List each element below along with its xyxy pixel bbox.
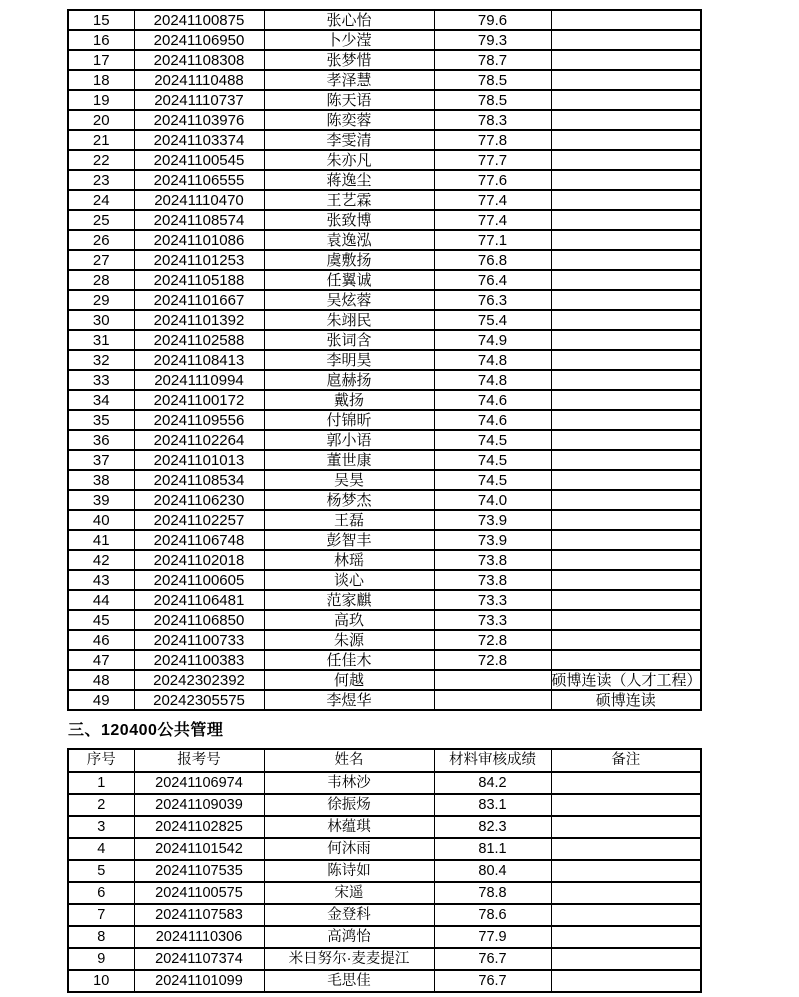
cell-no: 21 [68, 130, 134, 150]
table-row [68, 590, 701, 610]
cell-no: 22 [68, 150, 134, 170]
cell-name: 米日努尔·麦麦提江 [264, 948, 434, 970]
cell-id: 20241110994 [134, 370, 264, 390]
cell-id: 20241110306 [134, 926, 264, 948]
cell-id: 20241107374 [134, 948, 264, 970]
table-row [68, 904, 701, 926]
cell-no: 10 [68, 970, 134, 992]
cell-no: 20 [68, 110, 134, 130]
cell-no: 15 [68, 10, 134, 30]
cell-id: 20241106481 [134, 590, 264, 610]
cell-name: 董世康 [264, 450, 434, 470]
table-row [68, 150, 701, 170]
cell-score: 74.5 [434, 450, 551, 470]
cell-id: 20241106950 [134, 30, 264, 50]
cell-name: 彭智丰 [264, 530, 434, 550]
cell-no: 47 [68, 650, 134, 670]
cell-id: 20241102264 [134, 430, 264, 450]
cell-note [551, 610, 701, 630]
table-row [68, 490, 701, 510]
cell-name: 陈诗如 [264, 860, 434, 882]
cell-score: 73.3 [434, 610, 551, 630]
cell-name: 付锦昕 [264, 410, 434, 430]
cell-name: 林瑶 [264, 550, 434, 570]
cell-no: 31 [68, 330, 134, 350]
cell-id: 20241101086 [134, 230, 264, 250]
cell-no: 39 [68, 490, 134, 510]
cell-id: 20241100733 [134, 630, 264, 650]
cell-name: 韦林沙 [264, 772, 434, 794]
cell-score: 73.9 [434, 530, 551, 550]
cell-name: 李雯清 [264, 130, 434, 150]
cell-no: 16 [68, 30, 134, 50]
cell-id: 20241110737 [134, 90, 264, 110]
cell-no: 17 [68, 50, 134, 70]
cell-note [551, 590, 701, 610]
cell-id: 20241108534 [134, 470, 264, 490]
cell-name: 任翼诚 [264, 270, 434, 290]
cell-score: 72.8 [434, 630, 551, 650]
cell-id: 20241107535 [134, 860, 264, 882]
cell-score: 76.7 [434, 948, 551, 970]
cell-id: 20241110488 [134, 70, 264, 90]
cell-name: 陈奕蓉 [264, 110, 434, 130]
score-table-continued-body [68, 10, 701, 710]
cell-no: 49 [68, 690, 134, 710]
cell-score: 74.5 [434, 470, 551, 490]
cell-no: 36 [68, 430, 134, 450]
table-row [68, 450, 701, 470]
cell-note [551, 30, 701, 50]
cell-no: 9 [68, 948, 134, 970]
cell-score: 74.9 [434, 330, 551, 350]
cell-no: 42 [68, 550, 134, 570]
cell-score: 73.8 [434, 550, 551, 570]
cell-name: 朱翊民 [264, 310, 434, 330]
table-header-row [68, 749, 701, 772]
cell-name: 范家麒 [264, 590, 434, 610]
cell-note [551, 490, 701, 510]
table-row [68, 70, 701, 90]
cell-name: 王艺霖 [264, 190, 434, 210]
cell-name: 谈心 [264, 570, 434, 590]
cell-id: 20241107583 [134, 904, 264, 926]
cell-name: 戴扬 [264, 390, 434, 410]
cell-note [551, 50, 701, 70]
cell-id: 20241102257 [134, 510, 264, 530]
cell-no: 19 [68, 90, 134, 110]
cell-name: 李煜华 [264, 690, 434, 710]
table-row [68, 310, 701, 330]
cell-score: 84.2 [434, 772, 551, 794]
cell-no: 28 [68, 270, 134, 290]
table-row [68, 510, 701, 530]
table-row [68, 190, 701, 210]
cell-score: 75.4 [434, 310, 551, 330]
cell-no: 23 [68, 170, 134, 190]
cell-note [551, 570, 701, 590]
cell-id: 20241106748 [134, 530, 264, 550]
cell-note [551, 450, 701, 470]
cell-no: 29 [68, 290, 134, 310]
cell-note [551, 330, 701, 350]
cell-id: 20242302392 [134, 670, 264, 690]
cell-no: 2 [68, 794, 134, 816]
cell-score: 73.3 [434, 590, 551, 610]
cell-score: 76.7 [434, 970, 551, 992]
cell-note [551, 130, 701, 150]
cell-note [551, 250, 701, 270]
cell-no: 8 [68, 926, 134, 948]
cell-name: 朱源 [264, 630, 434, 650]
table-row [68, 816, 701, 838]
cell-name: 徐振炀 [264, 794, 434, 816]
cell-score: 76.3 [434, 290, 551, 310]
cell-note [551, 150, 701, 170]
cell-id: 20241106230 [134, 490, 264, 510]
table-row [68, 838, 701, 860]
cell-id: 20241100575 [134, 882, 264, 904]
cell-id: 20241109556 [134, 410, 264, 430]
cell-id: 20241100383 [134, 650, 264, 670]
table-row [68, 630, 701, 650]
table-row [68, 30, 701, 50]
cell-score: 78.5 [434, 90, 551, 110]
cell-name: 孝泽慧 [264, 70, 434, 90]
cell-score: 74.6 [434, 390, 551, 410]
cell-id: 20241110470 [134, 190, 264, 210]
cell-no: 25 [68, 210, 134, 230]
cell-no: 46 [68, 630, 134, 650]
cell-name: 张致博 [264, 210, 434, 230]
cell-note [551, 370, 701, 390]
cell-no: 1 [68, 772, 134, 794]
cell-note [551, 70, 701, 90]
cell-name: 高鸿怡 [264, 926, 434, 948]
cell-no: 48 [68, 670, 134, 690]
cell-id: 20241106974 [134, 772, 264, 794]
cell-score: 74.0 [434, 490, 551, 510]
cell-note [551, 190, 701, 210]
cell-score: 83.1 [434, 794, 551, 816]
table-row [68, 470, 701, 490]
table-row [68, 670, 701, 690]
cell-note [551, 794, 701, 816]
cell-no: 32 [68, 350, 134, 370]
cell-score [434, 670, 551, 690]
cell-score: 81.1 [434, 838, 551, 860]
cell-note: 硕博连读 [551, 690, 701, 710]
cell-no: 40 [68, 510, 134, 530]
table-row [68, 570, 701, 590]
cell-score: 76.8 [434, 250, 551, 270]
cell-name: 王磊 [264, 510, 434, 530]
cell-note [551, 838, 701, 860]
table-row [68, 794, 701, 816]
cell-name: 杨梦杰 [264, 490, 434, 510]
cell-id: 20241106555 [134, 170, 264, 190]
cell-no: 44 [68, 590, 134, 610]
cell-id: 20241100172 [134, 390, 264, 410]
cell-note [551, 904, 701, 926]
cell-no: 30 [68, 310, 134, 330]
table-row [68, 90, 701, 110]
table-row [68, 130, 701, 150]
cell-note [551, 630, 701, 650]
column-header-material-review-score: 材料审核成绩 [434, 749, 551, 772]
cell-name: 郭小语 [264, 430, 434, 450]
table-row [68, 410, 701, 430]
cell-name: 虞敷扬 [264, 250, 434, 270]
cell-note [551, 550, 701, 570]
cell-no: 41 [68, 530, 134, 550]
cell-id: 20241102588 [134, 330, 264, 350]
cell-name: 吴昊 [264, 470, 434, 490]
table-row [68, 772, 701, 794]
cell-name: 扈赫扬 [264, 370, 434, 390]
cell-name: 金登科 [264, 904, 434, 926]
cell-score: 79.6 [434, 10, 551, 30]
cell-score: 73.9 [434, 510, 551, 530]
cell-name: 张梦惜 [264, 50, 434, 70]
cell-no: 18 [68, 70, 134, 90]
cell-note [551, 410, 701, 430]
table-row [68, 10, 701, 30]
cell-name: 林蕴琪 [264, 816, 434, 838]
cell-score: 76.4 [434, 270, 551, 290]
table-row [68, 230, 701, 250]
cell-score: 82.3 [434, 816, 551, 838]
cell-score: 74.8 [434, 370, 551, 390]
cell-name: 何越 [264, 670, 434, 690]
cell-no: 34 [68, 390, 134, 410]
cell-name: 毛思佳 [264, 970, 434, 992]
cell-note [551, 350, 701, 370]
cell-note [551, 290, 701, 310]
cell-id: 20241103374 [134, 130, 264, 150]
score-table-continued [67, 9, 702, 711]
column-header-index: 序号 [68, 749, 134, 772]
table-row [68, 330, 701, 350]
table-row [68, 650, 701, 670]
cell-id: 20242305575 [134, 690, 264, 710]
cell-note [551, 110, 701, 130]
cell-id: 20241101667 [134, 290, 264, 310]
column-header-remarks: 备注 [551, 749, 701, 772]
cell-score: 77.1 [434, 230, 551, 250]
table-row [68, 948, 701, 970]
table-row [68, 550, 701, 570]
cell-name: 袁逸泓 [264, 230, 434, 250]
cell-note [551, 948, 701, 970]
cell-no: 33 [68, 370, 134, 390]
cell-note [551, 772, 701, 794]
cell-id: 20241101392 [134, 310, 264, 330]
cell-note [551, 230, 701, 250]
cell-no: 6 [68, 882, 134, 904]
cell-no: 35 [68, 410, 134, 430]
cell-no: 43 [68, 570, 134, 590]
cell-name: 卜少滢 [264, 30, 434, 50]
table-row [68, 610, 701, 630]
cell-score: 74.8 [434, 350, 551, 370]
cell-score: 74.6 [434, 410, 551, 430]
cell-note [551, 90, 701, 110]
cell-note [551, 170, 701, 190]
table-row [68, 350, 701, 370]
cell-note [551, 430, 701, 450]
cell-no: 5 [68, 860, 134, 882]
cell-id: 20241101099 [134, 970, 264, 992]
cell-note [551, 530, 701, 550]
table-row [68, 250, 701, 270]
cell-score: 74.5 [434, 430, 551, 450]
cell-no: 24 [68, 190, 134, 210]
cell-id: 20241106850 [134, 610, 264, 630]
cell-note [551, 510, 701, 530]
table-row [68, 370, 701, 390]
cell-id: 20241102018 [134, 550, 264, 570]
cell-score: 78.3 [434, 110, 551, 130]
cell-score: 78.6 [434, 904, 551, 926]
cell-name: 李明昊 [264, 350, 434, 370]
cell-score: 78.8 [434, 882, 551, 904]
cell-name: 吴炫蓉 [264, 290, 434, 310]
cell-note [551, 926, 701, 948]
cell-no: 27 [68, 250, 134, 270]
table-row [68, 882, 701, 904]
cell-no: 45 [68, 610, 134, 630]
cell-id: 20241101013 [134, 450, 264, 470]
cell-note [551, 650, 701, 670]
table-row [68, 430, 701, 450]
cell-id: 20241101542 [134, 838, 264, 860]
cell-score: 77.8 [434, 130, 551, 150]
cell-note [551, 390, 701, 410]
cell-note [551, 210, 701, 230]
table-row [68, 390, 701, 410]
cell-no: 37 [68, 450, 134, 470]
cell-name: 何沐雨 [264, 838, 434, 860]
cell-id: 20241105188 [134, 270, 264, 290]
cell-id: 20241100875 [134, 10, 264, 30]
table-row [68, 50, 701, 70]
cell-name: 朱亦凡 [264, 150, 434, 170]
cell-score: 73.8 [434, 570, 551, 590]
cell-note [551, 860, 701, 882]
column-header-application-number: 报考号 [134, 749, 264, 772]
table-row [68, 210, 701, 230]
cell-id: 20241108308 [134, 50, 264, 70]
table-row [68, 970, 701, 992]
table-row [68, 926, 701, 948]
cell-note [551, 270, 701, 290]
cell-note [551, 10, 701, 30]
cell-no: 26 [68, 230, 134, 250]
cell-id: 20241101253 [134, 250, 264, 270]
cell-note: 硕博连读（人才工程） [551, 671, 702, 689]
table-row [68, 860, 701, 882]
cell-score: 77.6 [434, 170, 551, 190]
cell-name: 宋遥 [264, 882, 434, 904]
cell-score: 77.4 [434, 190, 551, 210]
cell-name: 陈天语 [264, 90, 434, 110]
cell-score: 78.5 [434, 70, 551, 90]
table-row [68, 170, 701, 190]
cell-name: 张词含 [264, 330, 434, 350]
cell-name: 张心怡 [264, 10, 434, 30]
cell-note [551, 310, 701, 330]
cell-note [551, 470, 701, 490]
cell-score: 72.8 [434, 650, 551, 670]
table-row [68, 290, 701, 310]
cell-no: 7 [68, 904, 134, 926]
cell-no: 4 [68, 838, 134, 860]
table-row [68, 690, 701, 710]
cell-note [551, 882, 701, 904]
cell-note [551, 970, 701, 992]
table-row [68, 110, 701, 130]
cell-name: 蒋逸尘 [264, 170, 434, 190]
cell-id: 20241102825 [134, 816, 264, 838]
cell-id: 20241100605 [134, 570, 264, 590]
cell-name: 高玖 [264, 610, 434, 630]
cell-no: 3 [68, 816, 134, 838]
public-administration-score-table [67, 748, 702, 993]
cell-id: 20241100545 [134, 150, 264, 170]
cell-score: 77.7 [434, 150, 551, 170]
cell-id: 20241103976 [134, 110, 264, 130]
column-header-name: 姓名 [264, 749, 434, 772]
public-administration-table-body [68, 772, 701, 992]
cell-id: 20241108574 [134, 210, 264, 230]
cell-score: 77.4 [434, 210, 551, 230]
cell-score [434, 690, 551, 710]
cell-no: 38 [68, 470, 134, 490]
table-row [68, 270, 701, 290]
cell-score: 78.7 [434, 50, 551, 70]
section-heading-public-administration: 三、120400公共管理 [68, 722, 224, 739]
cell-id: 20241108413 [134, 350, 264, 370]
cell-note [551, 816, 701, 838]
cell-score: 77.9 [434, 926, 551, 948]
cell-score: 79.3 [434, 30, 551, 50]
table-row [68, 530, 701, 550]
cell-name: 任佳木 [264, 650, 434, 670]
cell-score: 80.4 [434, 860, 551, 882]
cell-id: 20241109039 [134, 794, 264, 816]
